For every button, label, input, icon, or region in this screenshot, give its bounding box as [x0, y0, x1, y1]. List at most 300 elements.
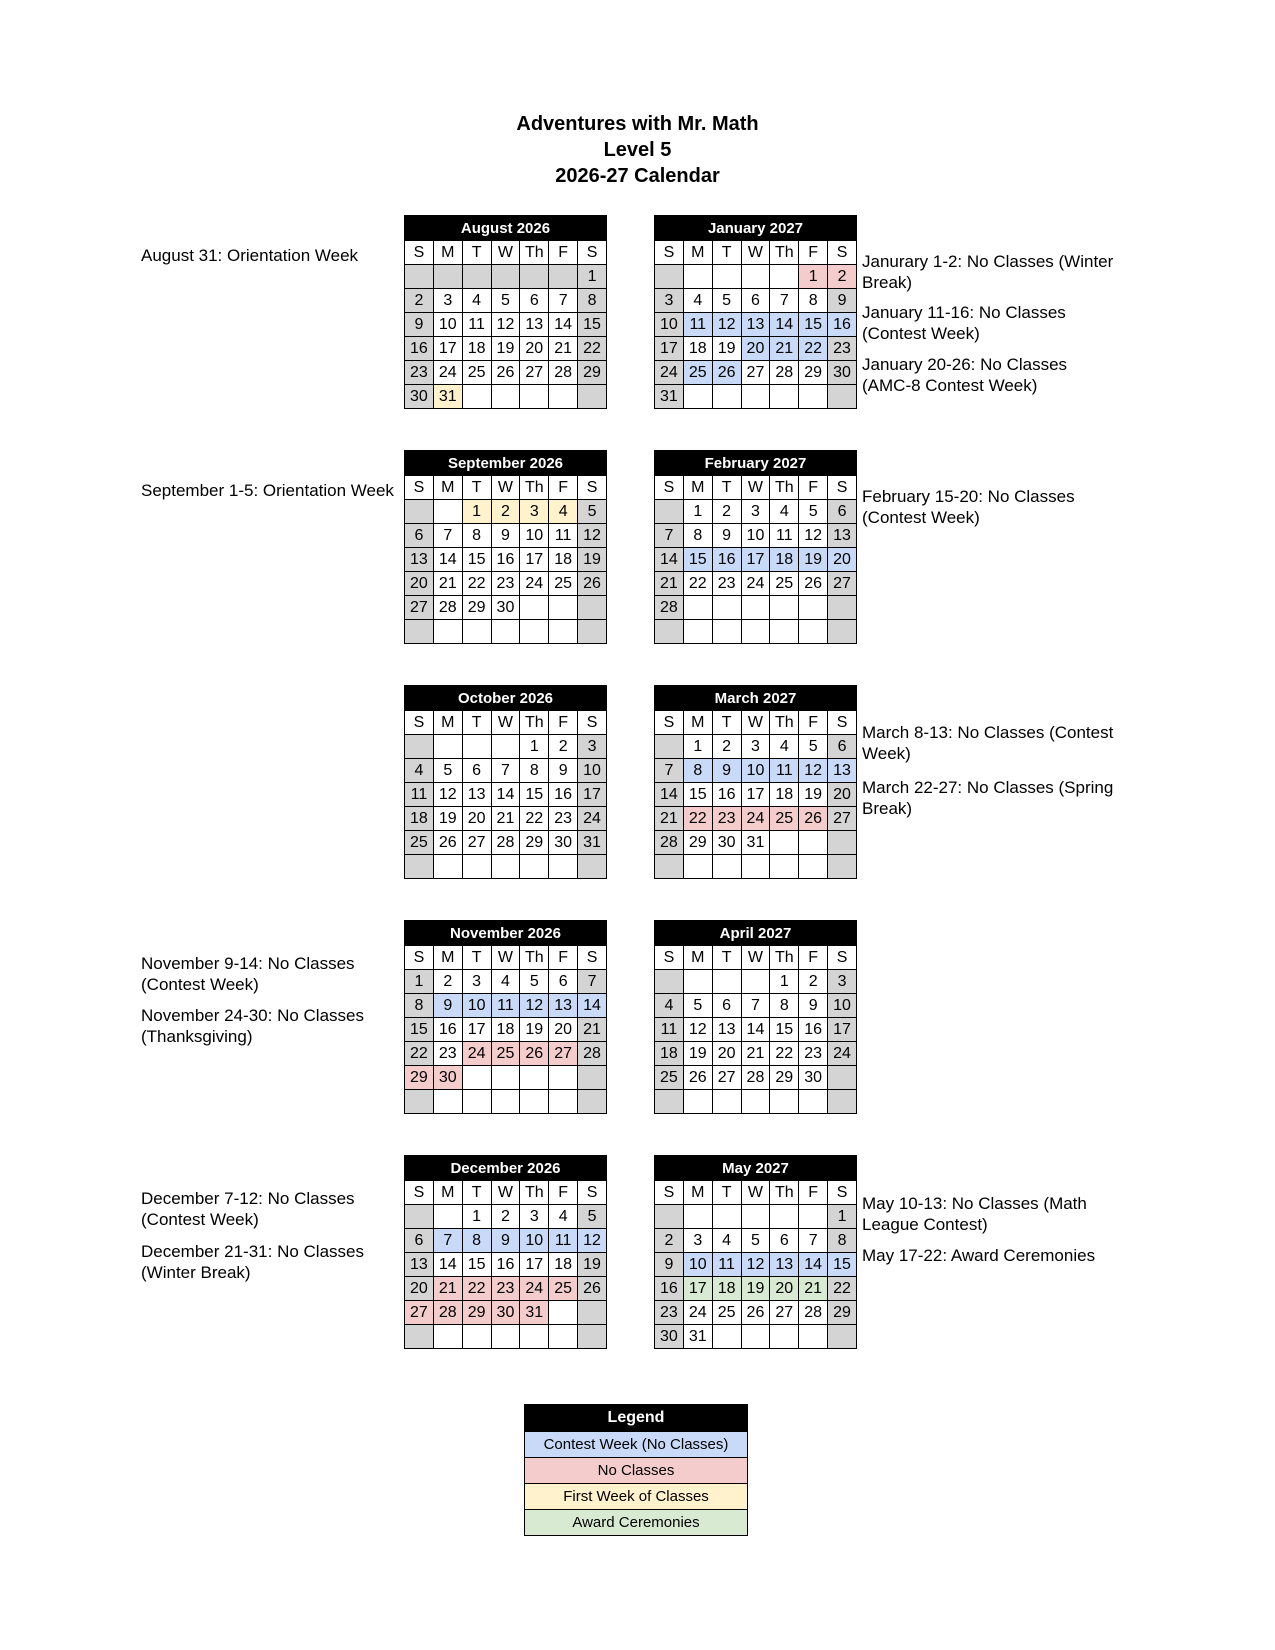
empty-cell [828, 596, 857, 620]
day-cell: 23 [712, 807, 741, 831]
month-march-2027 [654, 685, 857, 879]
day-cell: 14 [433, 548, 462, 572]
day-cell: 21 [655, 572, 684, 596]
empty-cell [405, 855, 434, 879]
day-cell: 15 [770, 1018, 799, 1042]
day-cell: 13 [770, 1253, 799, 1277]
day-cell: 26 [491, 361, 520, 385]
day-cell: 8 [828, 1229, 857, 1253]
day-cell: 6 [770, 1229, 799, 1253]
note-august: August 31: Orientation Week [141, 246, 359, 265]
note-november-thanksgiving: November 24-30: No Classes (Thanksgiving) [141, 1006, 364, 1046]
day-cell: 12 [712, 313, 741, 337]
day-cell: 24 [655, 361, 684, 385]
day-cell: 15 [462, 548, 491, 572]
empty-cell [578, 1090, 607, 1114]
day-cell: 17 [683, 1277, 712, 1301]
weekday-header: S [578, 241, 607, 265]
day-cell: 22 [828, 1277, 857, 1301]
day-cell: 21 [433, 1277, 462, 1301]
day-cell: 20 [405, 572, 434, 596]
day-cell: 5 [578, 1205, 607, 1229]
day-cell: 23 [828, 337, 857, 361]
month-title: April 2027 [655, 921, 857, 946]
day-cell: 13 [549, 994, 578, 1018]
day-cell: 4 [712, 1229, 741, 1253]
empty-cell [683, 385, 712, 409]
day-cell: 11 [770, 759, 799, 783]
day-cell: 22 [462, 572, 491, 596]
empty-cell [578, 596, 607, 620]
day-cell: 17 [520, 1253, 549, 1277]
day-cell: 22 [683, 572, 712, 596]
weekday-header: W [741, 241, 770, 265]
weekday-header: F [549, 946, 578, 970]
day-cell: 10 [828, 994, 857, 1018]
day-cell: 15 [828, 1253, 857, 1277]
empty-cell [462, 855, 491, 879]
note-may-mathleague: May 10-13: No Classes (Math League Contest) [862, 1194, 1087, 1234]
note-may-awards: May 17-22: Award Ceremonies [862, 1246, 1096, 1265]
day-cell: 24 [741, 807, 770, 831]
day-cell: 29 [683, 831, 712, 855]
day-cell: 25 [770, 807, 799, 831]
day-cell: 21 [433, 572, 462, 596]
day-cell: 15 [683, 783, 712, 807]
weekday-header: W [741, 711, 770, 735]
day-cell: 5 [712, 289, 741, 313]
day-cell: 18 [770, 783, 799, 807]
empty-cell [712, 596, 741, 620]
weekday-header: T [712, 476, 741, 500]
day-cell: 2 [491, 500, 520, 524]
day-cell: 1 [683, 500, 712, 524]
empty-cell [712, 855, 741, 879]
empty-cell [683, 1090, 712, 1114]
day-cell: 14 [655, 548, 684, 572]
empty-cell [741, 1325, 770, 1349]
empty-cell [433, 620, 462, 644]
day-cell: 12 [433, 783, 462, 807]
empty-cell [578, 620, 607, 644]
day-cell: 23 [712, 572, 741, 596]
day-cell: 18 [462, 337, 491, 361]
day-cell: 10 [683, 1253, 712, 1277]
day-cell: 31 [433, 385, 462, 409]
weekday-header: S [828, 1181, 857, 1205]
day-cell: 20 [770, 1277, 799, 1301]
day-cell: 24 [828, 1042, 857, 1066]
day-cell: 3 [433, 289, 462, 313]
day-cell: 15 [520, 783, 549, 807]
month-august-2026 [404, 215, 607, 409]
day-cell: 19 [578, 548, 607, 572]
day-cell: 12 [799, 759, 828, 783]
empty-cell [799, 596, 828, 620]
empty-cell [462, 385, 491, 409]
day-cell: 24 [683, 1301, 712, 1325]
day-cell: 3 [741, 500, 770, 524]
day-cell: 7 [655, 524, 684, 548]
day-cell: 27 [462, 831, 491, 855]
day-cell: 15 [405, 1018, 434, 1042]
day-cell: 11 [491, 994, 520, 1018]
empty-cell [828, 855, 857, 879]
day-cell: 14 [770, 313, 799, 337]
day-cell: 6 [741, 289, 770, 313]
weekday-header: F [799, 1181, 828, 1205]
empty-cell [741, 265, 770, 289]
day-cell: 21 [741, 1042, 770, 1066]
day-cell: 3 [741, 735, 770, 759]
day-cell: 26 [799, 572, 828, 596]
weekday-header: Th [770, 711, 799, 735]
day-cell: 16 [405, 337, 434, 361]
day-cell: 21 [549, 337, 578, 361]
weekday-header: F [549, 476, 578, 500]
day-cell: 2 [655, 1229, 684, 1253]
day-cell: 29 [828, 1301, 857, 1325]
empty-cell [520, 385, 549, 409]
empty-cell [655, 855, 684, 879]
empty-cell [712, 970, 741, 994]
month-october-2026 [404, 685, 607, 879]
weekday-header: F [799, 946, 828, 970]
day-cell: 1 [462, 500, 491, 524]
weekday-header: S [655, 1181, 684, 1205]
empty-cell [433, 1325, 462, 1349]
note-march-spring: March 22-27: No Classes (Spring Break) [862, 778, 1114, 818]
weekday-header: M [433, 476, 462, 500]
weekday-header: Th [520, 476, 549, 500]
day-cell: 28 [655, 596, 684, 620]
day-cell: 29 [462, 1301, 491, 1325]
day-cell: 7 [770, 289, 799, 313]
day-cell: 22 [578, 337, 607, 361]
day-cell: 16 [491, 548, 520, 572]
note-january-winter: Janurary 1-2: No Classes (Winter Break) [862, 252, 1114, 292]
month-september-2026 [404, 450, 607, 644]
day-cell: 9 [828, 289, 857, 313]
empty-cell [491, 265, 520, 289]
day-cell: 7 [549, 289, 578, 313]
day-cell: 9 [712, 759, 741, 783]
empty-cell [491, 1090, 520, 1114]
empty-cell [770, 1205, 799, 1229]
day-cell: 17 [520, 548, 549, 572]
day-cell: 23 [405, 361, 434, 385]
day-cell: 3 [578, 735, 607, 759]
day-cell: 30 [491, 596, 520, 620]
day-cell: 2 [712, 735, 741, 759]
day-cell: 6 [828, 735, 857, 759]
calendar-title [0, 111, 1275, 189]
day-cell: 11 [770, 524, 799, 548]
day-cell: 2 [712, 500, 741, 524]
empty-cell [741, 970, 770, 994]
day-cell: 13 [405, 548, 434, 572]
day-cell: 12 [683, 1018, 712, 1042]
weekday-header: F [549, 1181, 578, 1205]
empty-cell [655, 500, 684, 524]
weekday-header: S [655, 711, 684, 735]
day-cell: 4 [405, 759, 434, 783]
empty-cell [433, 265, 462, 289]
empty-cell [770, 265, 799, 289]
day-cell: 5 [520, 970, 549, 994]
empty-cell [520, 1066, 549, 1090]
day-cell: 8 [462, 524, 491, 548]
empty-cell [549, 385, 578, 409]
empty-cell [578, 1066, 607, 1090]
day-cell: 3 [520, 500, 549, 524]
empty-cell [405, 1325, 434, 1349]
day-cell: 26 [741, 1301, 770, 1325]
day-cell: 25 [770, 572, 799, 596]
day-cell: 28 [741, 1066, 770, 1090]
empty-cell [405, 620, 434, 644]
day-cell: 9 [491, 1229, 520, 1253]
day-cell: 24 [741, 572, 770, 596]
day-cell: 23 [799, 1042, 828, 1066]
weekday-header: Th [770, 241, 799, 265]
day-cell: 11 [712, 1253, 741, 1277]
day-cell: 11 [549, 524, 578, 548]
day-cell: 26 [433, 831, 462, 855]
day-cell: 18 [491, 1018, 520, 1042]
empty-cell [549, 1090, 578, 1114]
day-cell: 27 [520, 361, 549, 385]
empty-cell [828, 1090, 857, 1114]
note-january-contest: January 11-16: No Classes (Contest Week) [862, 303, 1066, 343]
day-cell: 29 [770, 1066, 799, 1090]
day-cell: 27 [405, 596, 434, 620]
day-cell: 13 [712, 1018, 741, 1042]
day-cell: 16 [655, 1277, 684, 1301]
day-cell: 16 [549, 783, 578, 807]
month-title: November 2026 [405, 921, 607, 946]
empty-cell [828, 385, 857, 409]
weekday-header: W [491, 476, 520, 500]
day-cell: 27 [828, 807, 857, 831]
weekday-header: F [799, 241, 828, 265]
month-february-2027 [654, 450, 857, 644]
day-cell: 1 [520, 735, 549, 759]
day-cell: 20 [462, 807, 491, 831]
empty-cell [520, 620, 549, 644]
weekday-header: S [405, 476, 434, 500]
day-cell: 10 [578, 759, 607, 783]
empty-cell [741, 1205, 770, 1229]
weekday-header: F [799, 711, 828, 735]
day-cell: 30 [799, 1066, 828, 1090]
day-cell: 19 [799, 783, 828, 807]
day-cell: 2 [828, 265, 857, 289]
day-cell: 17 [433, 337, 462, 361]
day-cell: 25 [462, 361, 491, 385]
day-cell: 16 [712, 548, 741, 572]
month-may-2027 [654, 1155, 857, 1349]
day-cell: 28 [799, 1301, 828, 1325]
day-cell: 30 [549, 831, 578, 855]
day-cell: 4 [549, 1205, 578, 1229]
weekday-header: S [578, 476, 607, 500]
month-title: September 2026 [405, 451, 607, 476]
empty-cell [683, 1205, 712, 1229]
day-cell: 7 [799, 1229, 828, 1253]
day-cell: 30 [712, 831, 741, 855]
day-cell: 7 [741, 994, 770, 1018]
weekday-header: S [405, 1181, 434, 1205]
day-cell: 4 [655, 994, 684, 1018]
day-cell: 15 [799, 313, 828, 337]
day-cell: 1 [683, 735, 712, 759]
day-cell: 28 [433, 1301, 462, 1325]
day-cell: 29 [799, 361, 828, 385]
day-cell: 10 [462, 994, 491, 1018]
day-cell: 5 [433, 759, 462, 783]
note-november-contest: November 9-14: No Classes (Contest Week) [141, 954, 355, 994]
weekday-header: Th [520, 1181, 549, 1205]
day-cell: 27 [828, 572, 857, 596]
day-cell: 5 [683, 994, 712, 1018]
day-cell: 3 [655, 289, 684, 313]
weekday-header: Th [770, 1181, 799, 1205]
day-cell: 30 [828, 361, 857, 385]
empty-cell [770, 855, 799, 879]
month-november-2026 [404, 920, 607, 1114]
day-cell: 22 [462, 1277, 491, 1301]
day-cell: 13 [828, 524, 857, 548]
day-cell: 8 [520, 759, 549, 783]
day-cell: 14 [433, 1253, 462, 1277]
day-cell: 16 [712, 783, 741, 807]
empty-cell [655, 1090, 684, 1114]
day-cell: 12 [578, 1229, 607, 1253]
empty-cell [462, 1325, 491, 1349]
empty-cell [770, 596, 799, 620]
day-cell: 7 [433, 1229, 462, 1253]
day-cell: 29 [578, 361, 607, 385]
day-cell: 26 [578, 572, 607, 596]
empty-cell [549, 1066, 578, 1090]
empty-cell [683, 620, 712, 644]
day-cell: 1 [405, 970, 434, 994]
day-cell: 30 [655, 1325, 684, 1349]
empty-cell [770, 620, 799, 644]
empty-cell [520, 1090, 549, 1114]
day-cell: 5 [799, 735, 828, 759]
weekday-header: T [712, 946, 741, 970]
empty-cell [491, 1066, 520, 1090]
empty-cell [799, 385, 828, 409]
day-cell: 6 [712, 994, 741, 1018]
day-cell: 14 [741, 1018, 770, 1042]
weekday-header: T [712, 1181, 741, 1205]
empty-cell [433, 1090, 462, 1114]
title-line-2: Level 5 [603, 139, 672, 161]
day-cell: 5 [799, 500, 828, 524]
day-cell: 25 [712, 1301, 741, 1325]
weekday-header: M [433, 1181, 462, 1205]
empty-cell [770, 831, 799, 855]
weekday-header: W [491, 241, 520, 265]
day-cell: 12 [520, 994, 549, 1018]
month-december-2026 [404, 1155, 607, 1349]
day-cell: 31 [655, 385, 684, 409]
weekday-header: M [433, 711, 462, 735]
day-cell: 28 [770, 361, 799, 385]
day-cell: 17 [741, 548, 770, 572]
day-cell: 16 [828, 313, 857, 337]
day-cell: 16 [799, 1018, 828, 1042]
day-cell: 10 [655, 313, 684, 337]
day-cell: 5 [578, 500, 607, 524]
empty-cell [433, 1205, 462, 1229]
day-cell: 26 [683, 1066, 712, 1090]
empty-cell [549, 596, 578, 620]
empty-cell [741, 596, 770, 620]
month-april-2027 [654, 920, 857, 1114]
day-cell: 19 [433, 807, 462, 831]
empty-cell [578, 1301, 607, 1325]
weekday-header: M [683, 241, 712, 265]
day-cell: 6 [828, 500, 857, 524]
empty-cell [549, 855, 578, 879]
empty-cell [578, 385, 607, 409]
day-cell: 10 [520, 1229, 549, 1253]
day-cell: 28 [491, 831, 520, 855]
day-cell: 25 [683, 361, 712, 385]
day-cell: 31 [683, 1325, 712, 1349]
day-cell: 22 [799, 337, 828, 361]
weekday-header: M [433, 946, 462, 970]
day-cell: 18 [712, 1277, 741, 1301]
day-cell: 20 [405, 1277, 434, 1301]
day-cell: 14 [655, 783, 684, 807]
weekday-header: Th [520, 946, 549, 970]
day-cell: 25 [549, 1277, 578, 1301]
empty-cell [741, 1090, 770, 1114]
day-cell: 12 [491, 313, 520, 337]
empty-cell [828, 831, 857, 855]
day-cell: 27 [549, 1042, 578, 1066]
title-line-3: 2026-27 Calendar [555, 165, 720, 187]
day-cell: 18 [683, 337, 712, 361]
day-cell: 9 [405, 313, 434, 337]
empty-cell [520, 855, 549, 879]
empty-cell [405, 1090, 434, 1114]
empty-cell [433, 855, 462, 879]
day-cell: 6 [549, 970, 578, 994]
day-cell: 23 [491, 572, 520, 596]
day-cell: 17 [655, 337, 684, 361]
day-cell: 14 [549, 313, 578, 337]
day-cell: 20 [549, 1018, 578, 1042]
day-cell: 24 [520, 1277, 549, 1301]
day-cell: 9 [799, 994, 828, 1018]
day-cell: 7 [491, 759, 520, 783]
weekday-header: S [828, 476, 857, 500]
day-cell: 7 [655, 759, 684, 783]
weekday-header: Th [770, 476, 799, 500]
weekday-header: W [491, 1181, 520, 1205]
empty-cell [741, 855, 770, 879]
day-cell: 17 [741, 783, 770, 807]
day-cell: 12 [578, 524, 607, 548]
day-cell: 1 [770, 970, 799, 994]
day-cell: 31 [578, 831, 607, 855]
